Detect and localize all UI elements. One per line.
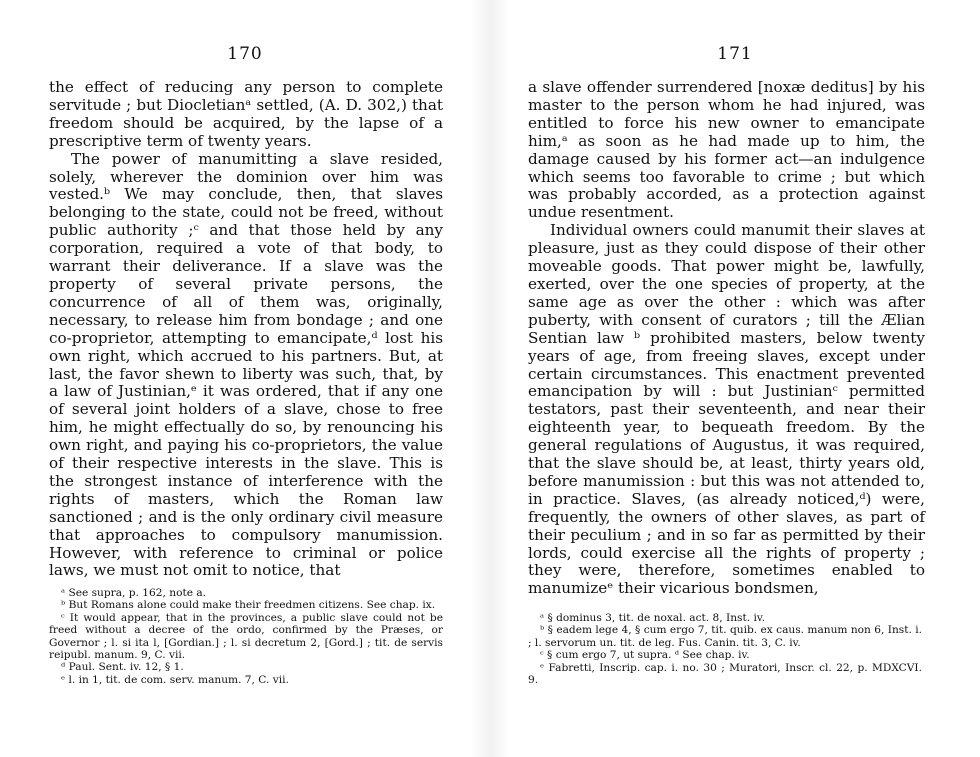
footnotes [49, 587, 443, 686]
footnote: ᵈ Paul. Sent. iv. 12, § 1. [61, 661, 184, 674]
footnote: ᵉ l. in 1, tit. de com. serv. manum. 7, C. vii. [61, 673, 289, 686]
footnote: ᵇ But Romans alone could make their freedmen citizens. See chap. ix. [61, 599, 436, 612]
page-number: 170 [227, 44, 263, 64]
paragraph: Individual owners could manumit their slaves at pleasure, just as they could dispose of their other moveable goods. That power might be, lawfully, exerted, over the one species of property, at the same age as over the other : which was after puberty, with consent of curators ; till the Ælian Sentian law ᵇ prohibited masters, below twenty years of age, from freeing slaves, except under certain circumstances. This enactment prevented emancipation by will : but Justinianᶜ permitted testators, past their seventeenth, and near their eighteenth year, to bequeath freedom. By the general regulations of Augustus, it was required, that the slave should be, at least, thirty years old, before manumission : but this was not attended to, in practice. Slaves, (as already noticed,ᵈ) were, frequently, the owners of other slaves, as part of their peculium ; and in so far as permitted by their lords, could exercise all the rights of property ; they were, therefore, sometimes enabled to manumizeᵉ their vicarious bondsmen, [528, 221, 925, 598]
paragraph: The power of manumitting a slave resided, solely, wherever the dominion over him was vested.ᵇ We may conclude, then, that slaves belonging to the state, could not be freed, without public authority ;ᶜ and that those held by any corporation, required a vote of that body, to warrant their deliverance. If a slave was the property of several private persons, the concurrence of all of them was, originally, necessary, to release him from bondage ; and one co-proprietor, attempting to emancipate,ᵈ lost his own right, which accrued to his partners. But, at last, the favor shewn to liberty was such, that, by a law of Justinian,ᵉ it was ordered, that if any one of several joint holders of a slave, chose to free him, he might effectually do so, by renouncing his own right, and paying his co-proprietors, the value of their respective interests in the slave. This is the strongest instance of interference with the rights of masters, which the Roman law sanctioned ; and is the only ordinary civil measure that approaches to compulsory manumission. However, with reference to criminal or police laws, we must not omit to notice, that [49, 149, 443, 580]
page-number: 171 [717, 44, 753, 64]
right-page [490, 0, 980, 757]
body-text [528, 79, 925, 598]
body-text [49, 79, 443, 580]
footnote: ᵃ § dominus 3, tit. de noxal. act. 8, Inst. iv. [540, 612, 765, 624]
footnote: ᵇ § eadem lege 4, § cum ergo 7, tit. quib. ex caus. manum non 6, Inst. i. ; l. servorum un. tit. de leg. Fus. Canin. tit. 3, C. iv. [528, 624, 922, 649]
footnotes [528, 612, 922, 686]
footnote: ᵉ Fabretti, Inscrip. cap. i. no. 30 ; Muratori, Inscr. cl. 22, p. MDXCVI. 9. [528, 661, 922, 687]
footnote: ᵃ See supra, p. 162, note a. [61, 587, 207, 599]
paragraph: a slave offender surrendered [noxæ deditus] by his master to the person whom he had injured, was entitled to force his new owner to emancipate him,ᵃ as soon as he had made up to him, the damage caused by his former act—an indulgence which seems too favorable to crime ; but which was probably accorded, as a protection against undue resentment. [528, 78, 925, 222]
paragraph: the effect of reducing any person to complete servitude ; but Diocletianᵃ settled, (A. D. 302,) that freedom should be acquired, by the lapse of a prescriptive term of twenty years. [49, 78, 443, 150]
footnote: ᶜ It would appear, that in the provinces, a public slave could not be freed without a decree of the ordo, confirmed by the Præses, or Governor ; l. si ita l, [Gordian.] ; l. si decretum 2, [Gord.] ; tit. de servis reipubl. manum. 9, C. vii. [49, 611, 443, 662]
footnote: ᶜ § cum ergo 7, ut supra. ᵈ See chap. iv. [540, 649, 750, 662]
